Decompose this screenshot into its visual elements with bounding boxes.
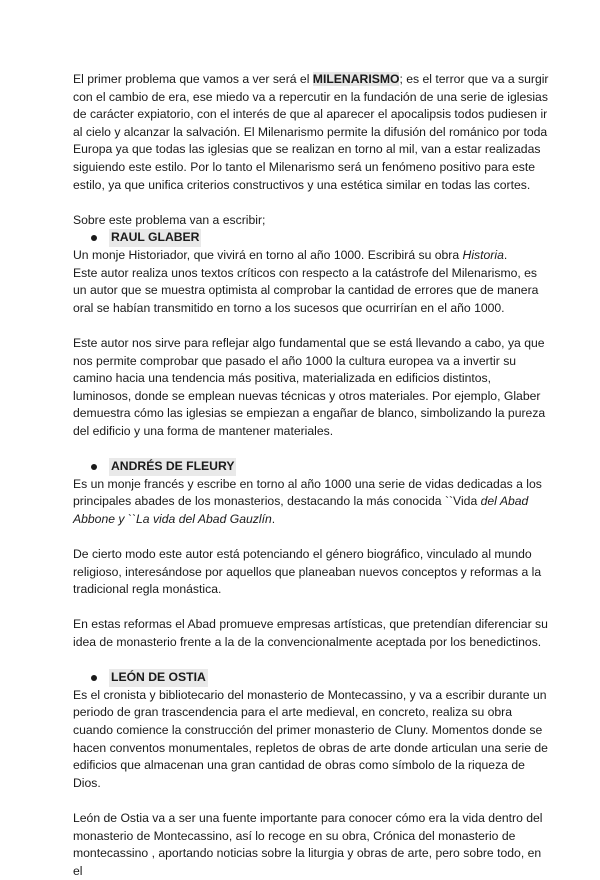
heading-text: ANDRÉS DE FLEURY bbox=[109, 458, 236, 476]
bullet-icon bbox=[91, 235, 97, 241]
andres-paragraph-1 bbox=[73, 476, 550, 529]
heading-andres-de-fleury bbox=[73, 458, 550, 476]
leon-paragraph-2: León de Ostia va a ser una fuente importante para conocer cómo era la vida dentro del monasterio de Montecassino, así lo recoge en su obra, Crónica del monasterio de montecassino , aportando noticias sobre la liturgia y obras de arte, pero sobre todo, en el bbox=[73, 810, 543, 878]
andres-p1-text: Es un monje francés y escribe en torno al año 1000 una serie de vidas dedicadas a los principales abades de los monasterios, destacando la más conocida ``Vida bbox=[73, 476, 542, 509]
heading-text: RAUL GLABER bbox=[109, 229, 201, 247]
raul-work-title: Historia bbox=[462, 247, 504, 262]
andres-paragraph-3: En estas reformas el Abad promueve empresas artísticas, que pretendían diferenciar su idea de monasterio frente a la de la convencionalmente aceptada por los benedictinos. bbox=[73, 617, 548, 649]
andres-paragraph-2: De cierto modo este autor está potenciando el género biográfico, vinculado al mundo religioso, interesándose por aquellos que planeaban nuevos conceptos y reformas a la tradicional regla monástica. bbox=[73, 547, 542, 597]
intro-text-rest: ; es el terror que va a surgir con el cambio de era, ese miedo va a repercutir en la fundación de una serie de iglesias de carácter expiatorio, con el interés de que al aparecer el apocalipsis todos pudiesen ir al cielo y alcanzar la salvación. El Milenarismo permite la difusión del románico por toda Europa ya que todas las iglesias que se realizan en torno al mil, van a estar realizadas siguiendo este estilo. Por lo tanto el Milenarismo será un fenómeno positivo para este estilo, ya que unifica criterios constructivos y una estética similar en todas las cortes. bbox=[73, 72, 549, 192]
bullet-icon bbox=[91, 464, 97, 470]
milenarismo-highlight: MILENARISMO bbox=[312, 72, 400, 86]
leon-paragraph-1: Es el cronista y bibliotecario del monasterio de Montecassino, y va a escribir durante un periodo de gran trascendencia para el arte medieval, en concreto, realiza su obra cuando comience la construcción del primer monasterio de Cluny. Momentos donde se hacen conventos monumentales, repletos de obras de arte donde articulan una serie de edificios que almacenan una gran cantidad de obras como símbolo de la riqueza de Dios. bbox=[73, 687, 548, 790]
writers-intro: Sobre este problema van a escribir; bbox=[73, 212, 266, 227]
raul-paragraph-3: Este autor nos sirve para reflejar algo fundamental que se está llevando a cabo, ya que nos permite comprobar que pasado el año 1000 la cultura europea va a invertir su camino hacia una tendencia más positiva, materializada en edificios distintos, luminosos, donde se emplean nuevas técnicas y otros materiales. Por ejemplo, Glaber demuestra cómo las iglesias se empiezan a engañar de blanco, simbolizando la pureza del edificio y una forma de mantener materiales. bbox=[73, 335, 546, 438]
bullet-icon bbox=[91, 675, 97, 681]
raul-p1-end: . bbox=[503, 247, 508, 262]
andres-p1-end: . bbox=[271, 511, 276, 526]
intro-paragraph bbox=[73, 71, 550, 194]
raul-p1-text: Un monje Historiador, que vivirá en torno al año 1000. Escribirá su obra bbox=[73, 247, 463, 262]
raul-paragraph-2: Este autor realiza unos textos críticos con respecto a la catástrofe del Milenarismo, es un autor que se muestra optimista al comprobar la cantidad de errores que de manera oral se habían transmitido en torno a los sucesos que ocurrirían en el año 1000. bbox=[73, 265, 539, 315]
heading-text: LEÓN DE OSTIA bbox=[109, 669, 208, 687]
andres-work-titles: del Abad Abbone y ``La vida del Abad Gauzlín bbox=[73, 494, 529, 526]
heading-raul-glaber bbox=[73, 229, 550, 247]
intro-text-start: El primer problema que vamos a ver será el bbox=[73, 72, 313, 86]
raul-paragraph-1 bbox=[73, 247, 550, 265]
heading-leon-de-ostia bbox=[73, 669, 550, 687]
